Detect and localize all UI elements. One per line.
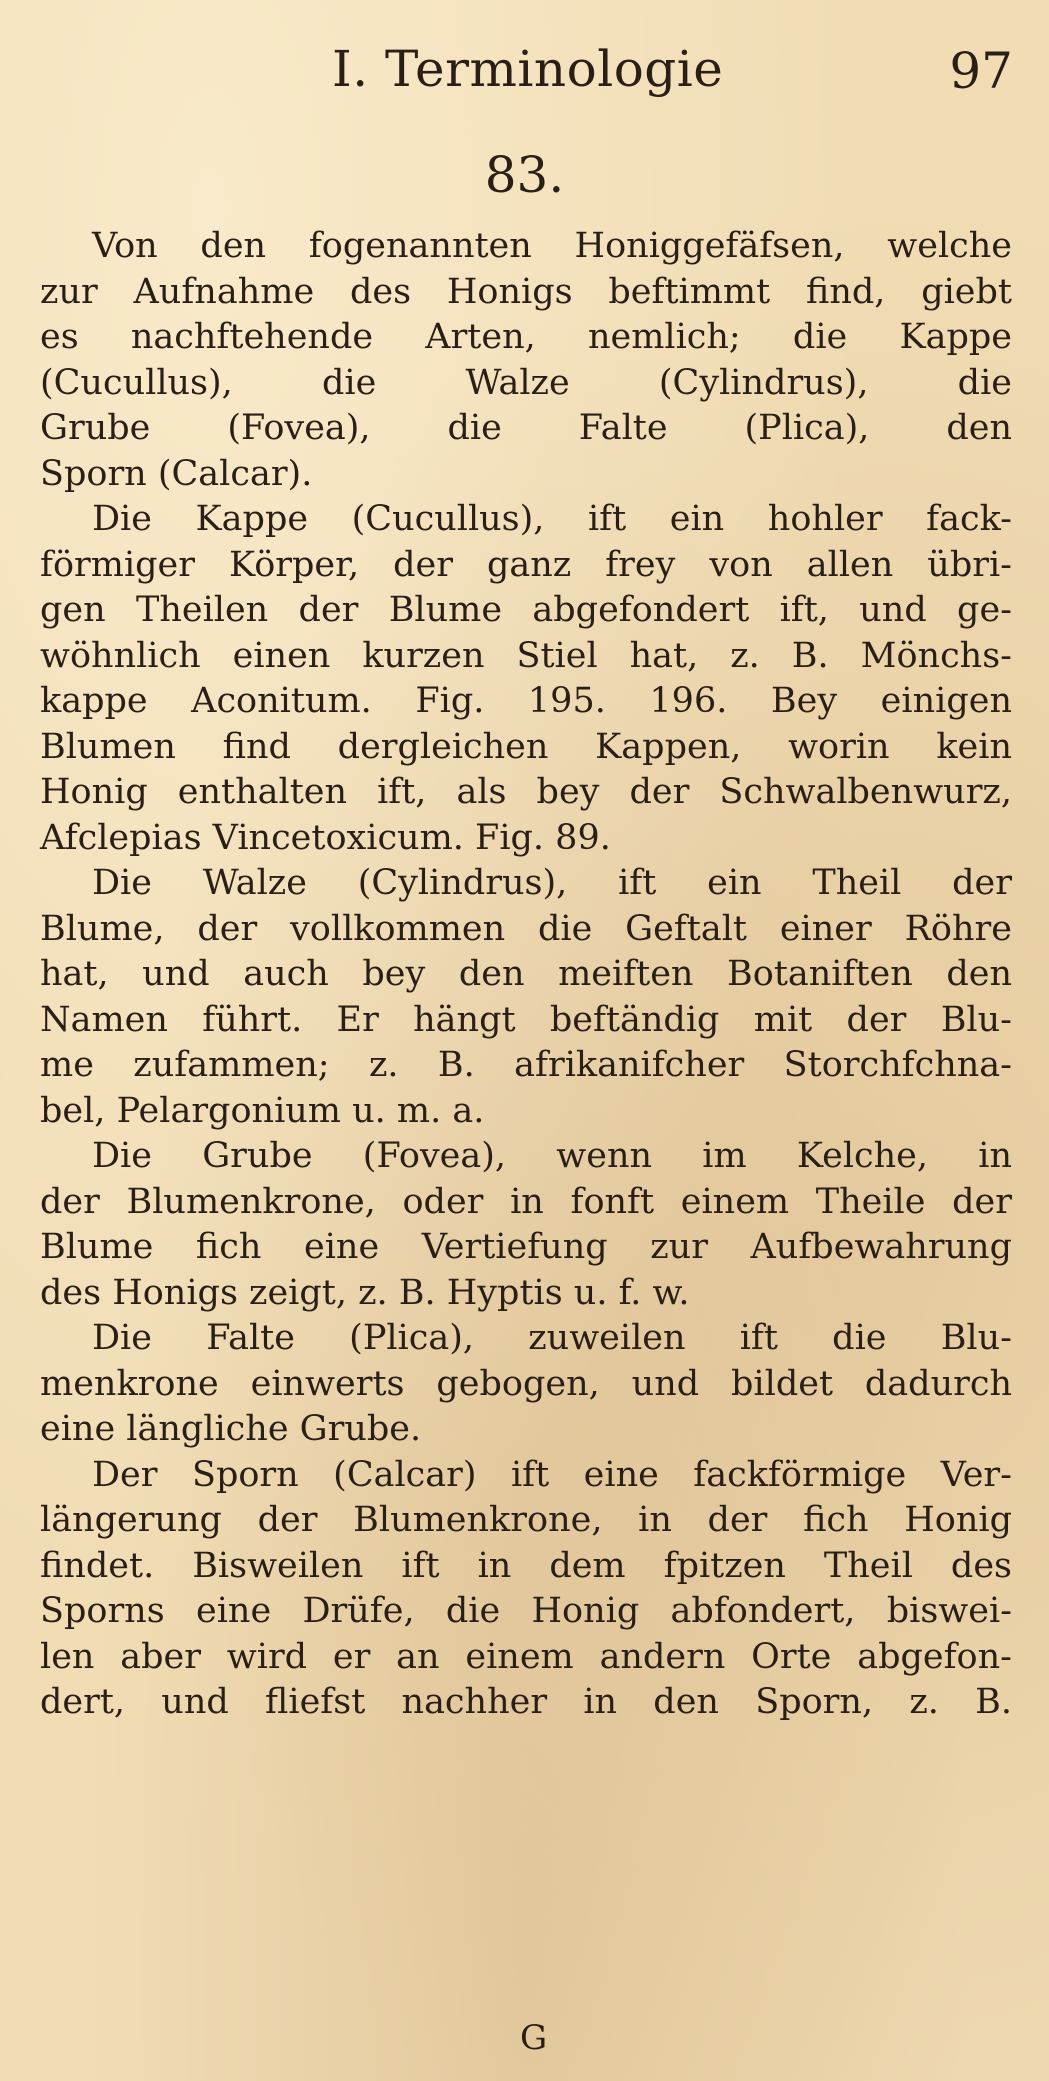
text-line: Blumen find dergleichen Kappen, worin kein: [40, 726, 1012, 767]
text-line: förmiger Körper, der ganz frey von allen übri-: [40, 544, 1012, 585]
text-line: len aber wird er an einem andern Orte abgefon-: [40, 1636, 1012, 1677]
text-line: der Blumenkrone, oder in fonft einem Theile der: [40, 1181, 1012, 1222]
text-line: Grube (Fovea), die Falte (Plica), den: [40, 408, 1012, 448]
text-line: längerung der Blumenkrone, in der fich Honig: [40, 1500, 1012, 1540]
text-line: hat, und auch bey den meiften Botaniften den: [40, 954, 1012, 994]
text-line: dert, und fliefst nachher in den Sporn, z. B.: [40, 1682, 1012, 1722]
text-line: Der Sporn (Calcar) ift eine fackförmige Ver-: [92, 1454, 1012, 1495]
text-line: Sporn (Calcar).: [40, 453, 313, 494]
text-line: Honig enthalten ift, als bey der Schwalbenwurz,: [40, 772, 1012, 812]
text-line: eine längliche Grube.: [40, 1409, 422, 1449]
text-line: bel, Pelargonium u. m. a.: [40, 1090, 485, 1131]
page-number: 97: [949, 42, 1013, 100]
body-text: [40, 224, 1012, 1726]
text-line: Afclepias Vincetoxicum. Fig. 89.: [40, 817, 611, 858]
text-line: Blume fich eine Vertiefung zur Aufbewahrung: [40, 1227, 1012, 1267]
text-line: findet. Bisweilen ift in dem fpitzen Theil des: [40, 1545, 1012, 1586]
text-line: (Cucullus), die Walze (Cylindrus), die: [40, 362, 1012, 403]
text-line: Die Grube (Fovea), wenn im Kelche, in: [92, 1136, 1012, 1176]
text-line: menkrone einwerts gebogen, und bildet dadurch: [40, 1363, 1012, 1404]
text-line: Sporns eine Drüfe, die Honig abfondert, biswei-: [40, 1591, 1012, 1631]
text-line: Namen führt. Er hängt beftändig mit der Blu-: [40, 999, 1012, 1040]
text-line: Blume, der vollkommen die Geftalt einer Röhre: [40, 908, 1012, 949]
text-line: gen Theilen der Blume abgefondert ift, und ge-: [40, 590, 1012, 630]
text-line: Von den fogenannten Honiggefäfsen, welche: [92, 226, 1012, 266]
text-line: Die Kappe (Cucullus), ift ein hohler fack-: [92, 499, 1012, 539]
text-line: wöhnlich einen kurzen Stiel hat, z. B. Mönchs-: [40, 635, 1012, 676]
running-title: I. Terminologie: [332, 40, 724, 98]
text-line: me zufammen; z. B. afrikanifcher Storchfchna-: [40, 1045, 1012, 1085]
text-line: es nachftehende Arten, nemlich; die Kappe: [40, 317, 1012, 357]
signature-mark: G: [520, 2018, 548, 2058]
text-line: zur Aufnahme des Honigs beftimmt find, giebt: [40, 271, 1012, 312]
text-line: des Honigs zeigt, z. B. Hyptis u. f. w.: [40, 1272, 690, 1313]
text-line: Die Walze (Cylindrus), ift ein Theil der: [92, 863, 1012, 903]
text-line: kappe Aconitum. Fig. 195. 196. Bey einigen: [40, 681, 1012, 721]
section-number: 83.: [484, 146, 565, 204]
text-line: Die Falte (Plica), zuweilen ift die Blu-: [92, 1318, 1012, 1358]
